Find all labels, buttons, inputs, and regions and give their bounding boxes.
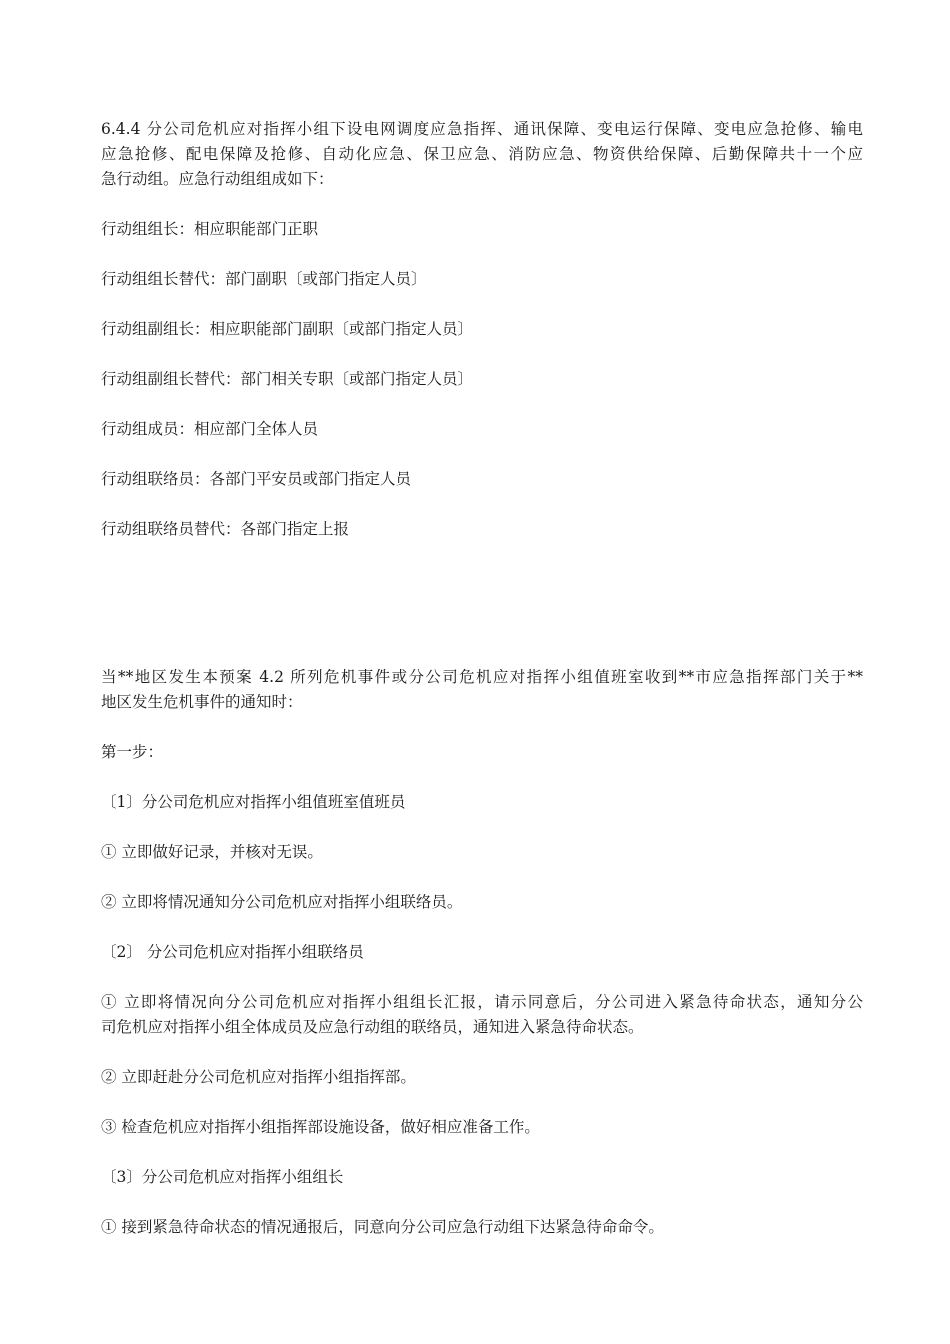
role-group-leader-substitute: 行动组组长替代：部门副职〔或部门指定人员〕 (101, 270, 427, 288)
item-1-title: 〔1〕分公司危机应对指挥小组值班室值班员 (101, 793, 406, 811)
item-1-b: ② 立即将情况通知分公司危机应对指挥小组联络员。 (101, 893, 463, 911)
item-3-a: ① 接到紧急待命状态的情况通报后，同意向分公司应急行动组下达紧急待命命令。 (101, 1218, 664, 1236)
section-6-4-4-line-1: 6.4.4 分公司危机应对指挥小组下设电网调度应急指挥、通讯保障、变电运行保障、变电应急抢修、输电 (101, 120, 863, 138)
section-6-4-4-line-3: 急行动组。应急行动组组成如下： (101, 170, 334, 188)
item-2-c: ③ 检查危机应对指挥小组指挥部设施设备，做好相应准备工作。 (101, 1118, 540, 1136)
item-3-title: 〔3〕分公司危机应对指挥小组组长 (101, 1168, 344, 1186)
role-liaison: 行动组联络员：各部门平安员或部门指定人员 (101, 470, 412, 488)
role-deputy-leader: 行动组副组长：相应职能部门副职〔或部门指定人员〕 (101, 320, 474, 338)
step-1-heading: 第一步： (101, 743, 164, 761)
item-2-b: ② 立即赶赴分公司危机应对指挥小组指挥部。 (101, 1068, 416, 1086)
item-2-a-line-1: ① 立即将情况向分公司危机应对指挥小组组长汇报，请示同意后，分公司进入紧急待命状态，通知分公 (101, 993, 863, 1011)
section-6-4-4-line-2: 应急抢修、配电保障及抢修、自动化应急、保卫应急、消防应急、物资供给保障、后勤保障共十一个应 (101, 145, 863, 163)
item-2-a-line-2: 司危机应对指挥小组全体成员及应急行动组的联络员，通知进入紧急待命状态。 (101, 1018, 644, 1036)
item-1-a: ① 立即做好记录，并核对无误。 (101, 843, 323, 861)
item-2-title: 〔2〕 分公司危机应对指挥小组联络员 (101, 943, 364, 961)
role-deputy-leader-substitute: 行动组副组长替代：部门相关专职〔或部门指定人员〕 (101, 370, 474, 388)
procedure-intro-line-1: 当**地区发生本预案 4.2 所列危机事件或分公司危机应对指挥小组值班室收到**市应急指挥部门关于** (101, 668, 863, 686)
procedure-intro-line-2: 地区发生危机事件的通知时： (101, 693, 303, 711)
role-members: 行动组成员：相应部门全体人员 (101, 420, 319, 438)
role-liaison-substitute: 行动组联络员替代：各部门指定上报 (101, 520, 350, 538)
role-group-leader: 行动组组长：相应职能部门正职 (101, 220, 319, 238)
